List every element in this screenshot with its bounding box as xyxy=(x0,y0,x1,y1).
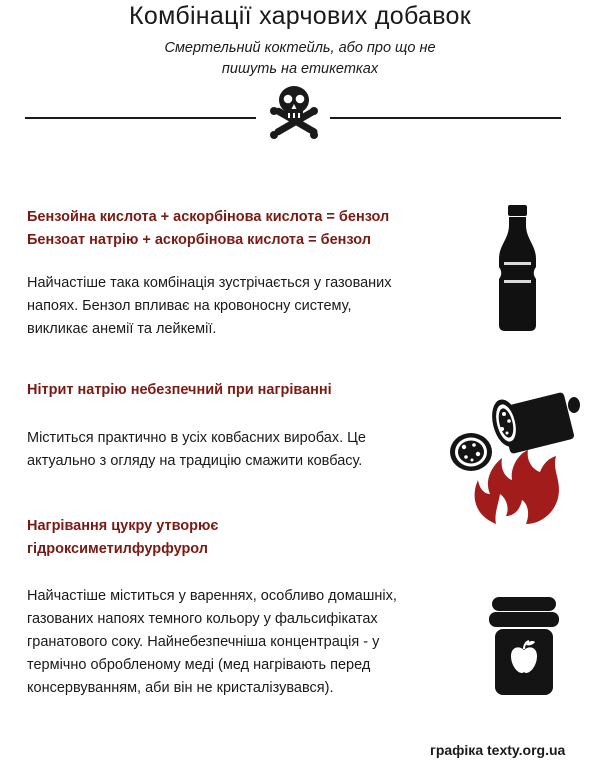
bottle-icon xyxy=(495,205,540,331)
section-3-text-line-3: гранатового соку. Найнебезпечніша концентрація - у xyxy=(27,634,380,650)
section-3-title xyxy=(27,515,218,561)
section-1-text-line-1: Найчастіше така комбінація зустрічається у газованих xyxy=(27,275,392,291)
subtitle-line-1: Смертельний коктейль, або про що не xyxy=(164,40,436,56)
section-1-text-line-3: викликає анемії та лейкемії. xyxy=(27,321,217,337)
section-2-title-line-1: Нітрит натрію небезпечний при нагріванні xyxy=(27,382,332,398)
section-3-text-line-2: газованих напоях темного кольору у фальсифікатах xyxy=(27,611,378,627)
section-3-text xyxy=(27,585,397,700)
skull-crossbones-icon xyxy=(266,82,322,142)
page-subtitle xyxy=(100,38,500,80)
divider-left xyxy=(25,117,256,119)
section-2-text xyxy=(27,427,366,473)
divider-right xyxy=(330,117,561,119)
section-3-text-line-1: Найчастіше міститься у варeннях, особливо домашніх, xyxy=(27,588,397,604)
section-1-text-line-2: напоях. Бензол впливає на кровоносну систему, xyxy=(27,298,352,314)
section-3-title-line-2: гідроксиметилфурфурол xyxy=(27,541,209,557)
section-1-title xyxy=(27,206,389,252)
section-3-title-line-1: Нагрівання цукру утворює xyxy=(27,518,219,534)
jar-icon xyxy=(487,597,561,695)
section-3-text-line-4: термічно обробленому меді (мед нагрівають перед xyxy=(27,657,371,673)
section-1-title-line-2: Бензоат натрію + аскорбінова кислота = бензол xyxy=(27,232,371,248)
sausage-fire-icon xyxy=(444,388,584,526)
credit-text: графіка texty.org.ua xyxy=(430,742,566,758)
section-2-title xyxy=(27,379,332,402)
section-2-text-line-1: Міститься практично в усіх ковбасних виробах. Це xyxy=(27,430,366,446)
section-2-text-line-2: актуально з огляду на традицію смажити ковбасу. xyxy=(27,453,363,469)
section-1-title-line-1: Бензойна кислота + аскорбінова кислота = бензол xyxy=(27,209,390,225)
subtitle-line-2: пишуть на етикетках xyxy=(221,61,379,77)
section-1-text xyxy=(27,272,392,341)
section-3-text-line-5: консервуванням, аби він не кристалізувався). xyxy=(27,680,334,696)
page-title: Комбінації харчових добавок xyxy=(129,2,471,30)
